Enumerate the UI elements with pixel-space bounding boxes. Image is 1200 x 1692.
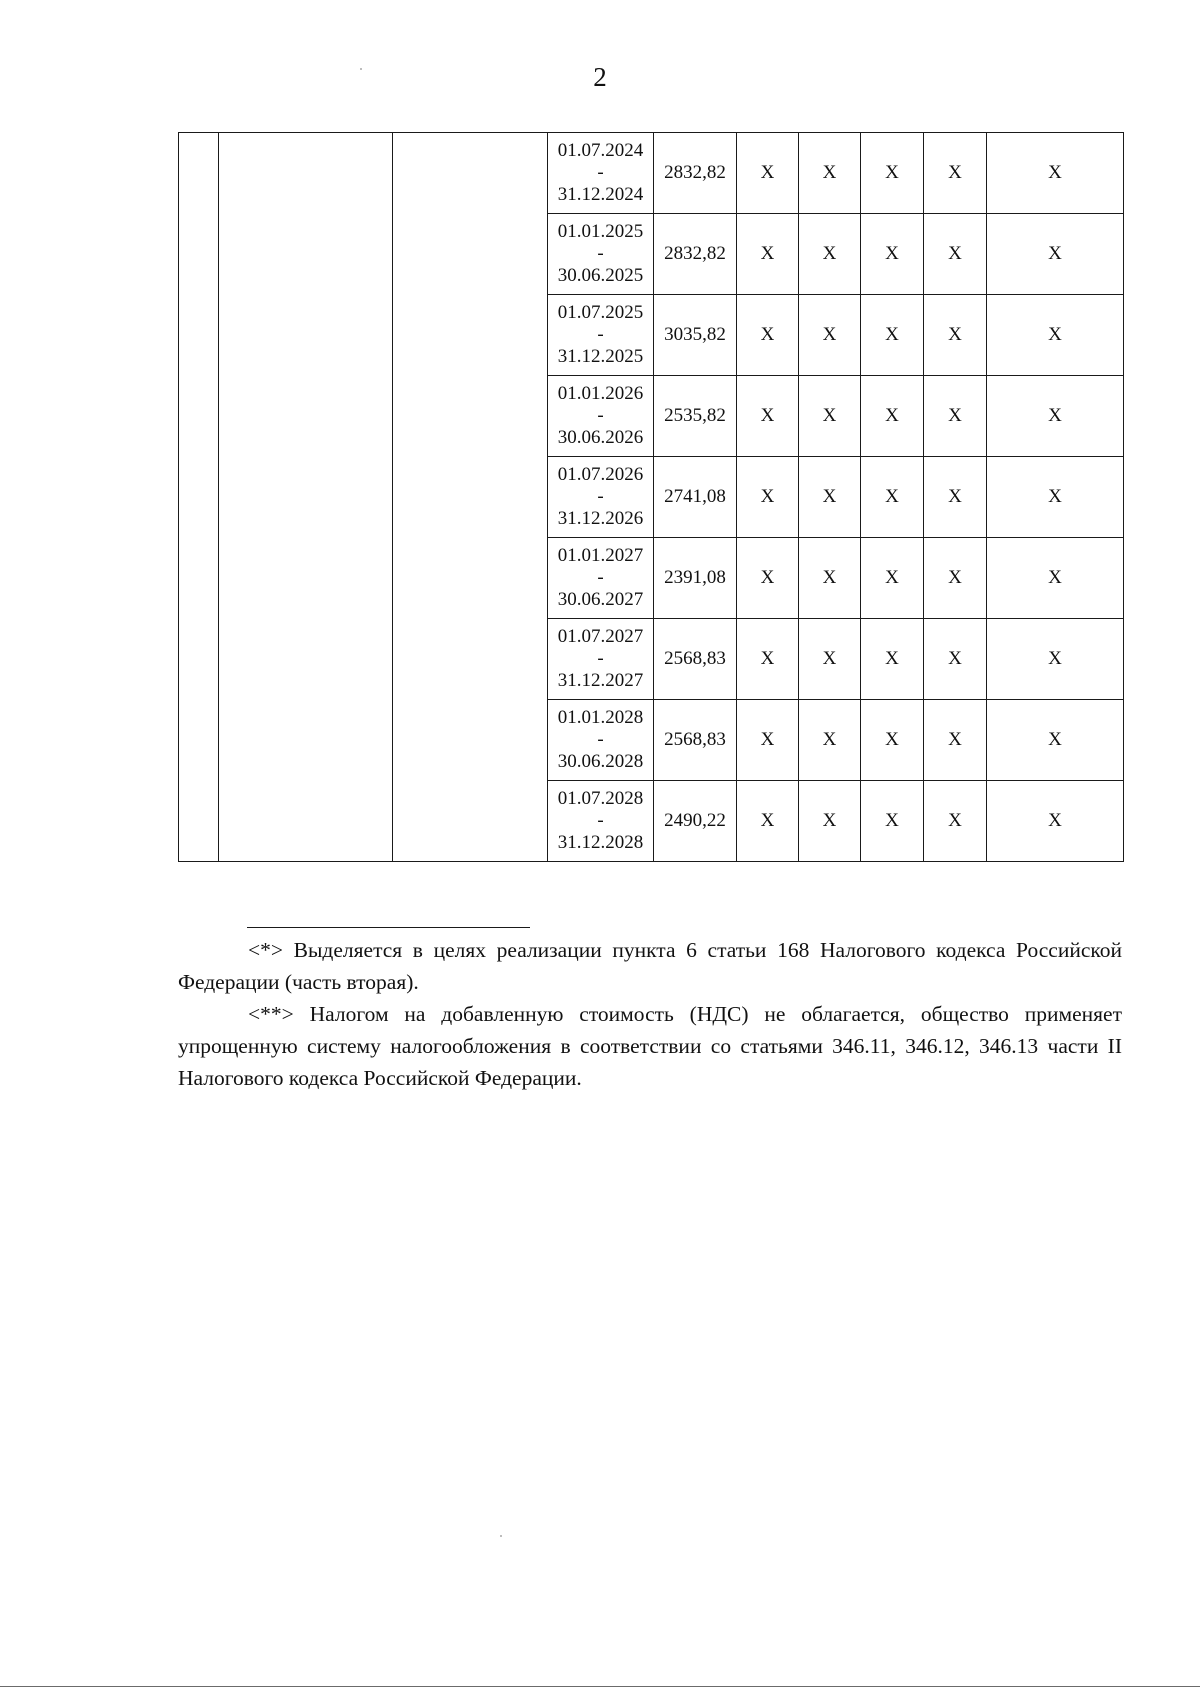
period-start: 01.07.2026: [557, 464, 644, 485]
mark-cell: X: [861, 700, 924, 781]
footnotes: [178, 934, 1122, 1094]
tariff-value: 2741,08: [654, 457, 737, 538]
mark-cell: X: [799, 781, 861, 862]
period-start: 01.07.2025: [557, 302, 644, 323]
period-separator: -: [597, 405, 604, 426]
table-body: [179, 133, 1124, 862]
scan-speck: [500, 1535, 502, 1537]
mark-cell: X: [924, 376, 987, 457]
empty-cell-col3: [393, 133, 548, 862]
period-cell: [548, 700, 654, 781]
period-end: 30.06.2027: [557, 589, 644, 610]
tariff-value: 2391,08: [654, 538, 737, 619]
period-end: 30.06.2026: [557, 427, 644, 448]
mark-cell: X: [924, 619, 987, 700]
mark-cell: X: [861, 457, 924, 538]
mark-cell: X: [924, 538, 987, 619]
mark-cell: X: [924, 781, 987, 862]
mark-cell: X: [924, 457, 987, 538]
tariff-value: 2568,83: [654, 619, 737, 700]
mark-cell: X: [799, 214, 861, 295]
period-cell: [548, 457, 654, 538]
footnote-separator: [247, 927, 530, 928]
period-separator: -: [597, 324, 604, 345]
mark-cell: X: [987, 619, 1124, 700]
tariff-value: 2535,82: [654, 376, 737, 457]
period-cell: [548, 376, 654, 457]
period-cell: [548, 295, 654, 376]
mark-cell: X: [737, 700, 799, 781]
table-row: [179, 133, 1124, 214]
mark-cell: X: [861, 619, 924, 700]
mark-cell: X: [924, 700, 987, 781]
period-end: 31.12.2024: [557, 184, 644, 205]
tariff-value: 3035,82: [654, 295, 737, 376]
period-cell: [548, 538, 654, 619]
mark-cell: X: [987, 781, 1124, 862]
period-cell: [548, 133, 654, 214]
tariff-value: 2490,22: [654, 781, 737, 862]
period-cell: [548, 619, 654, 700]
empty-cell-col1: [179, 133, 219, 862]
mark-cell: X: [987, 133, 1124, 214]
period-start: 01.07.2024: [557, 140, 644, 161]
empty-cell-col2: [219, 133, 393, 862]
period-cell: [548, 214, 654, 295]
mark-cell: X: [924, 295, 987, 376]
period-cell: [548, 781, 654, 862]
period-end: 31.12.2025: [557, 346, 644, 367]
period-start: 01.01.2026: [557, 383, 644, 404]
mark-cell: X: [861, 214, 924, 295]
period-separator: -: [597, 648, 604, 669]
period-separator: -: [597, 810, 604, 831]
period-separator: -: [597, 486, 604, 507]
mark-cell: X: [987, 700, 1124, 781]
mark-cell: X: [987, 376, 1124, 457]
period-end: 30.06.2028: [557, 751, 644, 772]
mark-cell: X: [799, 295, 861, 376]
mark-cell: X: [737, 376, 799, 457]
mark-cell: X: [737, 781, 799, 862]
mark-cell: X: [987, 214, 1124, 295]
period-start: 01.07.2028: [557, 788, 644, 809]
period-separator: -: [597, 567, 604, 588]
mark-cell: X: [799, 133, 861, 214]
mark-cell: X: [861, 133, 924, 214]
period-start: 01.07.2027: [557, 626, 644, 647]
period-separator: -: [597, 162, 604, 183]
period-start: 01.01.2028: [557, 707, 644, 728]
mark-cell: X: [799, 538, 861, 619]
mark-cell: X: [737, 214, 799, 295]
mark-cell: X: [924, 214, 987, 295]
period-separator: -: [597, 729, 604, 750]
tariff-value: 2832,82: [654, 133, 737, 214]
mark-cell: X: [861, 295, 924, 376]
mark-cell: X: [861, 376, 924, 457]
tariff-value: 2568,83: [654, 700, 737, 781]
period-start: 01.01.2025: [557, 221, 644, 242]
mark-cell: X: [799, 700, 861, 781]
mark-cell: X: [987, 457, 1124, 538]
period-start: 01.01.2027: [557, 545, 644, 566]
footnote-single-asterisk: <*> Выделяется в целях реализации пункта 6 статьи 168 Налогового кодекса Российской Федерации (часть вторая).: [178, 938, 1122, 994]
page-number: 2: [593, 62, 607, 92]
mark-cell: X: [987, 295, 1124, 376]
mark-cell: X: [861, 781, 924, 862]
mark-cell: X: [737, 619, 799, 700]
mark-cell: X: [799, 457, 861, 538]
mark-cell: X: [737, 538, 799, 619]
tariff-value: 2832,82: [654, 214, 737, 295]
mark-cell: X: [861, 538, 924, 619]
mark-cell: X: [987, 538, 1124, 619]
mark-cell: X: [737, 133, 799, 214]
period-end: 31.12.2027: [557, 670, 644, 691]
period-end: 31.12.2026: [557, 508, 644, 529]
mark-cell: X: [737, 295, 799, 376]
mark-cell: X: [737, 457, 799, 538]
period-end: 30.06.2025: [557, 265, 644, 286]
mark-cell: X: [799, 376, 861, 457]
period-separator: -: [597, 243, 604, 264]
footnote-double-asterisk: <**> Налогом на добавленную стоимость (НДС) не облагается, общество применяет упрощенную систему налогообложения в соответствии со статьями 346.11, 346.12, 346.13 части II Налогового кодекса Российской Федерации.: [178, 1002, 1122, 1090]
tariff-table: [178, 132, 1124, 862]
scan-speck: [360, 68, 362, 70]
mark-cell: X: [799, 619, 861, 700]
period-end: 31.12.2028: [557, 832, 644, 853]
mark-cell: X: [924, 133, 987, 214]
page-bottom-edge: [0, 1686, 1200, 1687]
